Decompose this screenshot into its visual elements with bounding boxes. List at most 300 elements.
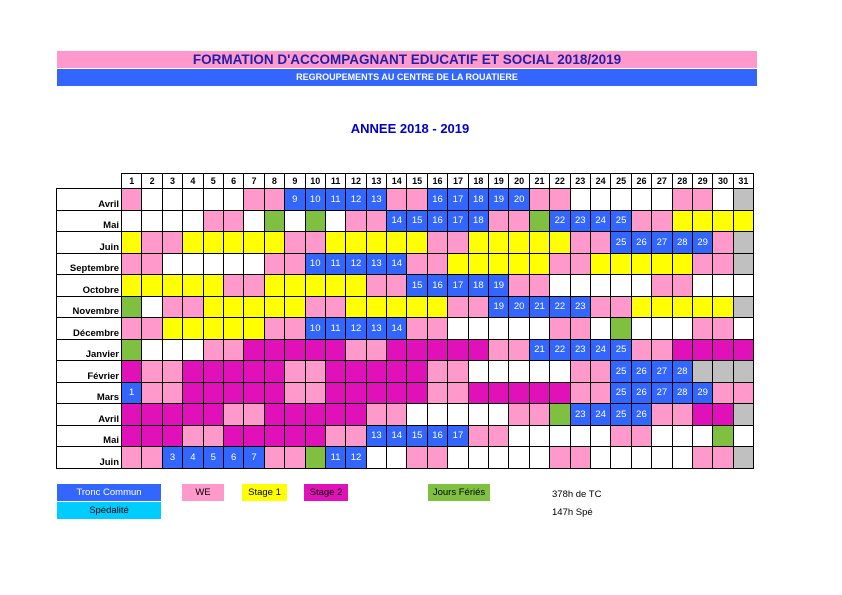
day-cell: 24 (590, 339, 610, 361)
day-cell (692, 404, 712, 426)
month-label: Novembre (57, 296, 122, 318)
day-cell (264, 210, 284, 232)
day-cell (509, 447, 529, 469)
day-cell (692, 318, 712, 340)
day-cell (713, 425, 733, 447)
day-number-header: 26 (631, 174, 651, 189)
day-cell (529, 361, 549, 383)
day-cell (183, 275, 203, 297)
day-cell (203, 189, 223, 211)
day-cell (244, 361, 264, 383)
day-cell (570, 275, 590, 297)
day-cell: 16 (427, 425, 447, 447)
day-cell (346, 232, 366, 254)
day-cell (407, 382, 427, 404)
day-cell (162, 296, 182, 318)
day-cell (244, 189, 264, 211)
day-cell (122, 447, 142, 469)
day-cell (142, 425, 162, 447)
month-label: Juin (57, 447, 122, 469)
day-cell (183, 232, 203, 254)
day-cell (733, 210, 753, 232)
day-cell (427, 404, 447, 426)
day-cell (570, 425, 590, 447)
day-cell: 11 (325, 318, 345, 340)
day-cell (264, 382, 284, 404)
day-cell (427, 232, 447, 254)
month-label: Avril (57, 189, 122, 211)
day-cell (203, 210, 223, 232)
day-cell (387, 339, 407, 361)
day-cell: 10 (305, 189, 325, 211)
day-cell (692, 189, 712, 211)
day-cell (489, 425, 509, 447)
day-cell (366, 361, 386, 383)
day-cell (611, 253, 631, 275)
day-cell (652, 275, 672, 297)
day-cell (264, 189, 284, 211)
day-cell (244, 318, 264, 340)
day-cell (652, 447, 672, 469)
day-cell: 11 (325, 253, 345, 275)
day-cell (672, 210, 692, 232)
day-cell: 28 (672, 232, 692, 254)
day-cell (590, 275, 610, 297)
day-cell (325, 382, 345, 404)
day-cell: 12 (346, 318, 366, 340)
day-cell (366, 404, 386, 426)
day-cell (162, 361, 182, 383)
day-cell (203, 232, 223, 254)
month-row (57, 361, 754, 383)
day-cell (183, 318, 203, 340)
day-cell (142, 296, 162, 318)
day-cell (407, 296, 427, 318)
day-cell (692, 361, 712, 383)
day-cell (631, 425, 651, 447)
day-cell (652, 210, 672, 232)
month-label: Février (57, 361, 122, 383)
day-cell (142, 404, 162, 426)
day-number-header: 6 (223, 174, 243, 189)
day-cell: 13 (366, 425, 386, 447)
day-cell (346, 296, 366, 318)
day-cell (264, 404, 284, 426)
month-label: Mai (57, 210, 122, 232)
day-cell (366, 232, 386, 254)
month-row (57, 382, 754, 404)
day-cell (223, 361, 243, 383)
day-cell (285, 339, 305, 361)
day-cell (570, 189, 590, 211)
day-cell: 25 (611, 382, 631, 404)
day-cell (203, 339, 223, 361)
day-cell: 10 (305, 253, 325, 275)
month-row (57, 232, 754, 254)
day-cell: 25 (611, 404, 631, 426)
day-cell: 24 (590, 210, 610, 232)
day-cell (448, 296, 468, 318)
day-cell (142, 189, 162, 211)
day-cell: 26 (631, 232, 651, 254)
day-cell (550, 318, 570, 340)
day-cell (672, 339, 692, 361)
day-cell: 15 (407, 210, 427, 232)
day-cell (346, 210, 366, 232)
day-cell (611, 296, 631, 318)
month-row (57, 447, 754, 469)
day-cell (713, 339, 733, 361)
month-label: Juin (57, 232, 122, 254)
day-cell (733, 382, 753, 404)
day-cell (223, 339, 243, 361)
day-cell (122, 339, 142, 361)
day-number-header: 13 (366, 174, 386, 189)
day-cell (407, 318, 427, 340)
day-cell (713, 318, 733, 340)
day-cell (203, 318, 223, 340)
day-cell (264, 361, 284, 383)
day-cell: 14 (387, 253, 407, 275)
day-cell (468, 296, 488, 318)
day-cell: 6 (223, 447, 243, 469)
day-cell (264, 318, 284, 340)
day-cell (611, 318, 631, 340)
day-cell (550, 447, 570, 469)
day-cell (631, 275, 651, 297)
day-cell: 19 (489, 189, 509, 211)
day-cell (223, 318, 243, 340)
day-cell (305, 296, 325, 318)
day-cell: 21 (529, 296, 549, 318)
day-cell (122, 232, 142, 254)
calendar-table (56, 173, 754, 469)
day-cell (550, 361, 570, 383)
day-number-header: 4 (183, 174, 203, 189)
day-header-row (57, 174, 754, 189)
day-cell (203, 296, 223, 318)
day-cell: 26 (631, 382, 651, 404)
day-cell (427, 296, 447, 318)
day-cell (244, 382, 264, 404)
day-cell: 23 (570, 210, 590, 232)
day-cell (142, 318, 162, 340)
day-cell (122, 425, 142, 447)
month-label: Mars (57, 382, 122, 404)
day-cell (590, 296, 610, 318)
day-cell (529, 404, 549, 426)
day-cell (733, 232, 753, 254)
day-cell (427, 447, 447, 469)
day-cell (122, 275, 142, 297)
day-cell (570, 447, 590, 469)
day-number-header: 31 (733, 174, 753, 189)
day-number-header: 25 (611, 174, 631, 189)
day-cell (325, 339, 345, 361)
day-cell (244, 339, 264, 361)
day-cell (713, 296, 733, 318)
day-cell: 13 (366, 253, 386, 275)
day-cell (672, 404, 692, 426)
day-cell: 1 (122, 382, 142, 404)
month-row (57, 275, 754, 297)
day-cell (264, 232, 284, 254)
day-cell (733, 447, 753, 469)
day-cell (122, 361, 142, 383)
day-cell (468, 361, 488, 383)
day-cell (468, 318, 488, 340)
day-cell (264, 253, 284, 275)
day-cell (223, 189, 243, 211)
day-cell (489, 361, 509, 383)
day-cell (652, 425, 672, 447)
day-cell (733, 404, 753, 426)
month-label: Avril (57, 404, 122, 426)
day-cell: 22 (550, 339, 570, 361)
day-cell (713, 361, 733, 383)
day-cell (489, 339, 509, 361)
day-cell (387, 275, 407, 297)
day-cell (733, 339, 753, 361)
day-cell (570, 232, 590, 254)
day-cell: 16 (427, 275, 447, 297)
day-cell (468, 339, 488, 361)
day-cell (631, 447, 651, 469)
day-cell (183, 253, 203, 275)
month-row (57, 189, 754, 211)
day-cell (713, 382, 733, 404)
day-cell (305, 339, 325, 361)
day-cell (692, 425, 712, 447)
day-cell (672, 425, 692, 447)
day-cell (407, 447, 427, 469)
legend-we: WE (182, 484, 224, 501)
day-cell (244, 275, 264, 297)
day-cell (142, 253, 162, 275)
day-cell (427, 339, 447, 361)
day-cell (387, 361, 407, 383)
hours-spe-note: 147h Spé (552, 507, 593, 518)
day-cell (244, 404, 264, 426)
day-cell (733, 361, 753, 383)
day-number-header: 23 (570, 174, 590, 189)
day-cell: 23 (570, 339, 590, 361)
day-cell (285, 425, 305, 447)
day-cell (346, 361, 366, 383)
day-cell (407, 404, 427, 426)
day-cell (713, 210, 733, 232)
day-cell (203, 361, 223, 383)
day-cell: 12 (346, 189, 366, 211)
day-cell (570, 318, 590, 340)
day-cell: 11 (325, 447, 345, 469)
day-cell: 16 (427, 189, 447, 211)
month-row (57, 296, 754, 318)
day-cell (733, 296, 753, 318)
day-cell (529, 275, 549, 297)
day-cell: 23 (570, 404, 590, 426)
day-cell (448, 253, 468, 275)
legend-jours-feries: Jours Fériés (428, 484, 490, 501)
day-cell (672, 253, 692, 275)
document-subtitle: REGROUPEMENTS AU CENTRE DE LA ROUATIERE (57, 69, 757, 86)
day-cell (509, 361, 529, 383)
day-cell: 24 (590, 404, 610, 426)
day-cell (652, 296, 672, 318)
day-cell (285, 275, 305, 297)
day-cell: 14 (387, 210, 407, 232)
day-cell (285, 447, 305, 469)
day-cell (448, 404, 468, 426)
day-cell (448, 339, 468, 361)
day-cell: 18 (468, 189, 488, 211)
day-cell (509, 318, 529, 340)
day-cell: 5 (203, 447, 223, 469)
day-cell (733, 189, 753, 211)
day-cell (692, 275, 712, 297)
day-cell (223, 253, 243, 275)
day-cell: 13 (366, 318, 386, 340)
day-cell (366, 296, 386, 318)
day-cell (407, 189, 427, 211)
day-cell (183, 361, 203, 383)
month-row (57, 339, 754, 361)
day-cell (672, 447, 692, 469)
day-cell (183, 189, 203, 211)
day-cell (652, 404, 672, 426)
day-cell: 29 (692, 232, 712, 254)
day-cell (285, 382, 305, 404)
day-cell: 26 (631, 361, 651, 383)
day-cell (305, 275, 325, 297)
day-cell (468, 404, 488, 426)
day-cell (346, 339, 366, 361)
day-cell (733, 253, 753, 275)
day-cell (285, 210, 305, 232)
day-cell (448, 361, 468, 383)
day-cell: 12 (346, 447, 366, 469)
day-cell (550, 404, 570, 426)
day-cell (203, 382, 223, 404)
day-cell: 28 (672, 382, 692, 404)
day-cell (122, 404, 142, 426)
day-cell (285, 232, 305, 254)
day-cell: 18 (468, 210, 488, 232)
day-cell: 18 (468, 275, 488, 297)
day-cell (733, 425, 753, 447)
day-cell (489, 404, 509, 426)
day-cell (692, 296, 712, 318)
day-cell (529, 232, 549, 254)
day-cell (305, 382, 325, 404)
day-cell (489, 253, 509, 275)
day-cell (285, 361, 305, 383)
day-cell (407, 232, 427, 254)
day-cell: 25 (611, 339, 631, 361)
hours-tc-note: 378h de TC (552, 489, 602, 500)
day-cell (183, 425, 203, 447)
day-cell (162, 253, 182, 275)
day-cell (264, 339, 284, 361)
day-number-header: 16 (427, 174, 447, 189)
day-cell: 14 (387, 318, 407, 340)
month-row (57, 253, 754, 275)
day-cell (162, 275, 182, 297)
day-cell: 7 (244, 447, 264, 469)
day-cell (122, 189, 142, 211)
day-cell (264, 425, 284, 447)
day-cell (509, 275, 529, 297)
month-row (57, 404, 754, 426)
day-cell: 26 (631, 404, 651, 426)
day-cell (325, 425, 345, 447)
day-cell: 13 (366, 189, 386, 211)
day-cell (489, 210, 509, 232)
day-cell (264, 275, 284, 297)
month-row (57, 318, 754, 340)
day-cell (183, 296, 203, 318)
day-cell (325, 296, 345, 318)
day-cell (142, 232, 162, 254)
day-cell (346, 275, 366, 297)
day-cell (122, 210, 142, 232)
day-cell (244, 210, 264, 232)
day-number-header: 2 (142, 174, 162, 189)
day-cell (489, 318, 509, 340)
day-cell: 17 (448, 275, 468, 297)
day-number-header: 8 (264, 174, 284, 189)
day-cell (692, 253, 712, 275)
day-cell (733, 318, 753, 340)
month-label: Décembre (57, 318, 122, 340)
day-cell (162, 425, 182, 447)
day-cell (713, 232, 733, 254)
day-number-header: 17 (448, 174, 468, 189)
day-cell (142, 275, 162, 297)
legend-specialite: Spédalité (57, 502, 161, 519)
day-number-header: 19 (489, 174, 509, 189)
calendar-grid (56, 173, 754, 469)
day-cell: 9 (285, 189, 305, 211)
day-number-header: 7 (244, 174, 264, 189)
day-number-header: 9 (285, 174, 305, 189)
day-cell (223, 232, 243, 254)
day-cell (631, 210, 651, 232)
day-cell (692, 339, 712, 361)
day-cell (529, 425, 549, 447)
day-cell (387, 447, 407, 469)
day-number-header: 20 (509, 174, 529, 189)
day-cell (223, 404, 243, 426)
day-number-header: 30 (713, 174, 733, 189)
day-cell (692, 447, 712, 469)
day-cell (427, 361, 447, 383)
day-cell (407, 339, 427, 361)
month-row (57, 210, 754, 232)
day-cell (590, 447, 610, 469)
day-cell (122, 318, 142, 340)
day-cell (244, 253, 264, 275)
day-cell (183, 210, 203, 232)
day-number-header: 21 (529, 174, 549, 189)
day-cell (162, 382, 182, 404)
day-cell: 20 (509, 189, 529, 211)
day-cell: 25 (611, 210, 631, 232)
day-cell (550, 232, 570, 254)
day-cell (550, 189, 570, 211)
day-cell (325, 404, 345, 426)
day-cell (427, 253, 447, 275)
